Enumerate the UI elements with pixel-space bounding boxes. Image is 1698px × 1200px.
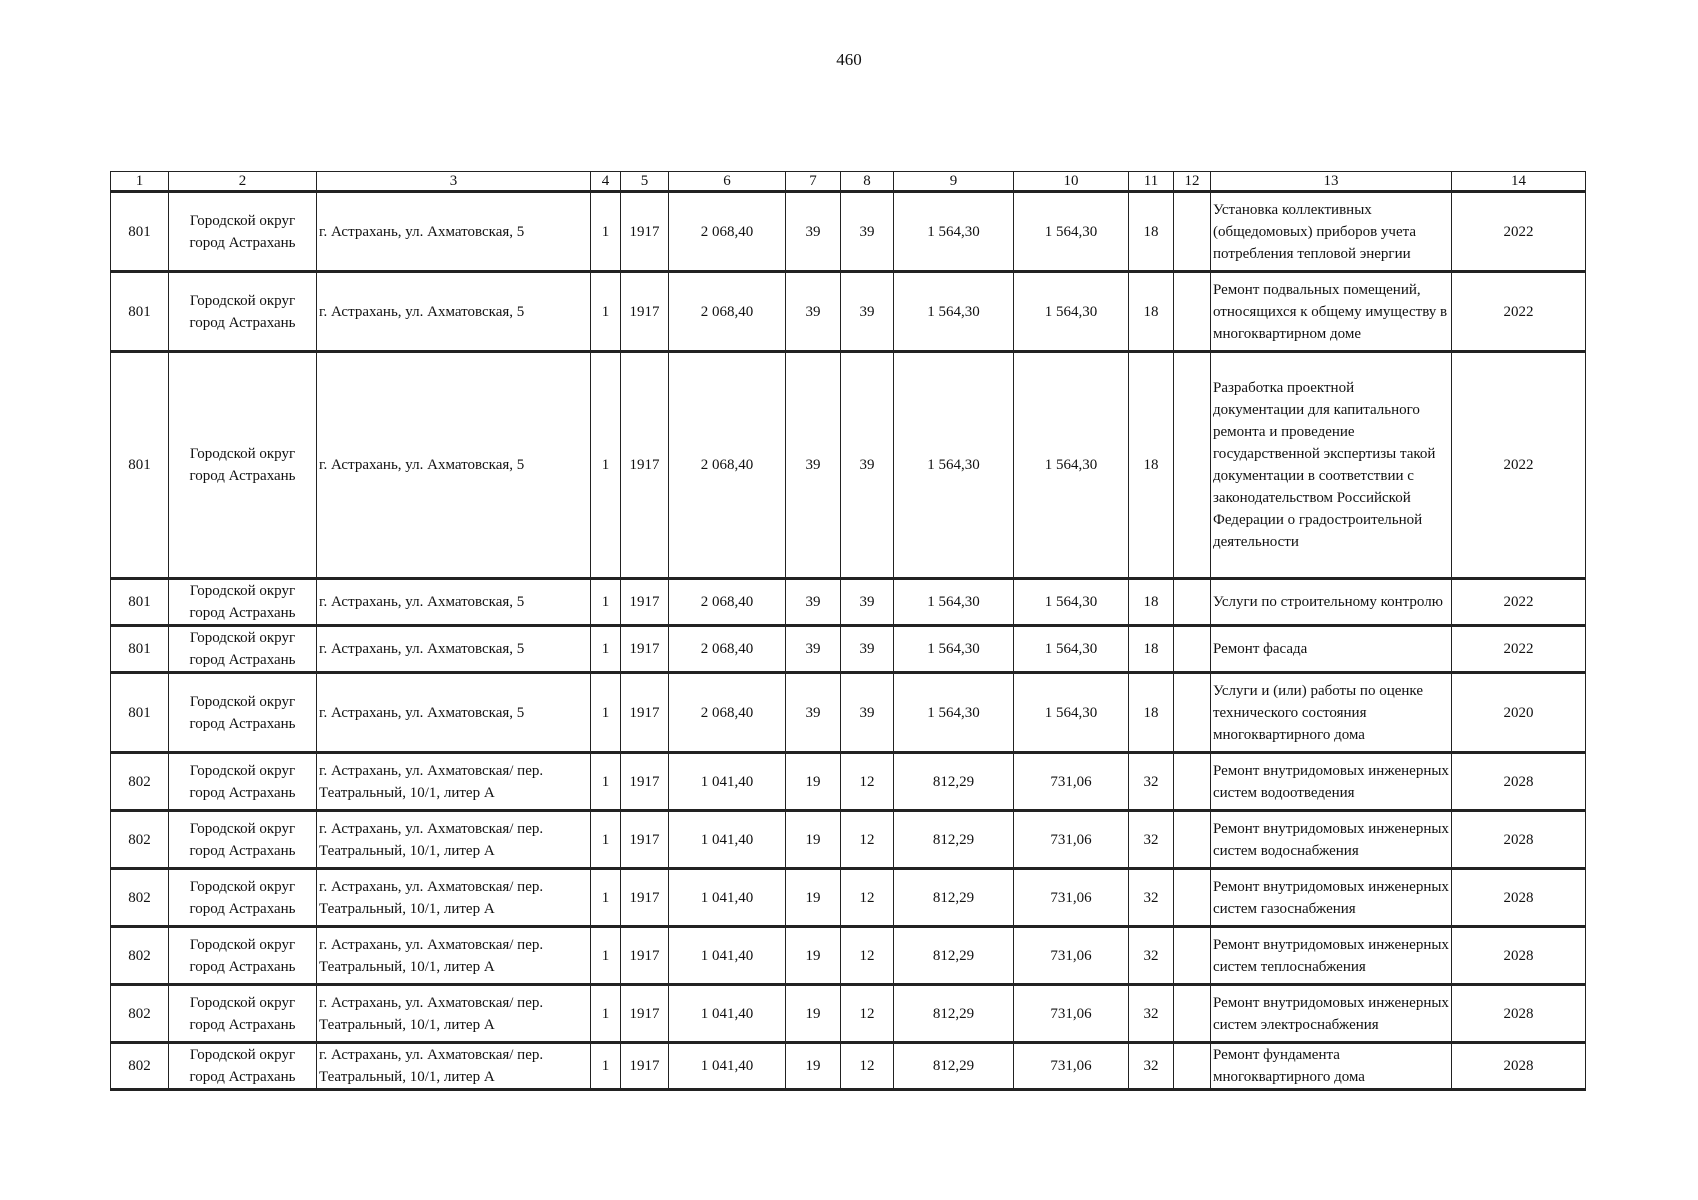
cell-col-8: 39 <box>841 626 894 673</box>
cell-col-7: 39 <box>786 626 841 673</box>
cell-col-12 <box>1174 811 1211 869</box>
cell-work-type: Услуги по строительному контролю <box>1211 579 1452 626</box>
cell-col-7: 19 <box>786 927 841 985</box>
cell-col-9: 812,29 <box>894 985 1014 1043</box>
cell-year: 1917 <box>621 927 669 985</box>
cell-col-10: 731,06 <box>1014 927 1129 985</box>
cell-col-12 <box>1174 192 1211 272</box>
cell-col-7: 19 <box>786 811 841 869</box>
cell-col-12 <box>1174 626 1211 673</box>
cell-address: г. Астрахань, ул. Ахматовская/ пер. Театральный, 10/1, литер А <box>317 753 591 811</box>
cell-plan-year: 2022 <box>1452 579 1586 626</box>
cell-col-10: 731,06 <box>1014 985 1129 1043</box>
cell-year: 1917 <box>621 272 669 352</box>
cell-item-number: 801 <box>111 272 169 352</box>
cell-plan-year: 2028 <box>1452 753 1586 811</box>
col-header-9: 9 <box>894 172 1014 192</box>
cell-col-8: 12 <box>841 869 894 927</box>
cell-total-area: 1 041,40 <box>669 927 786 985</box>
cell-year: 1917 <box>621 985 669 1043</box>
cell-work-type: Ремонт внутридомовых инженерных систем газоснабжения <box>1211 869 1452 927</box>
cell-col-10: 731,06 <box>1014 869 1129 927</box>
cell-plan-year: 2028 <box>1452 927 1586 985</box>
cell-col-9: 812,29 <box>894 869 1014 927</box>
cell-col-9: 812,29 <box>894 1043 1014 1090</box>
cell-col-4: 1 <box>591 272 621 352</box>
col-header-10: 10 <box>1014 172 1129 192</box>
cell-item-number: 802 <box>111 753 169 811</box>
cell-year: 1917 <box>621 673 669 753</box>
col-header-5: 5 <box>621 172 669 192</box>
cell-col-11: 18 <box>1129 272 1174 352</box>
cell-year: 1917 <box>621 869 669 927</box>
cell-address: г. Астрахань, ул. Ахматовская, 5 <box>317 673 591 753</box>
cell-item-number: 801 <box>111 579 169 626</box>
column-number-row <box>111 172 1586 192</box>
cell-municipality: Городской округ город Астрахань <box>169 811 317 869</box>
col-header-3: 3 <box>317 172 591 192</box>
col-header-12: 12 <box>1174 172 1211 192</box>
cell-work-type: Разработка проектной документации для капитального ремонта и проведение государственной экспертизы такой документации в соответствии с законодательством Российской Федерации о градостроительной деятельности <box>1211 352 1452 579</box>
cell-address: г. Астрахань, ул. Ахматовская/ пер. Театральный, 10/1, литер А <box>317 985 591 1043</box>
cell-work-type: Установка коллективных (общедомовых) приборов учета потребления тепловой энергии <box>1211 192 1452 272</box>
cell-address: г. Астрахань, ул. Ахматовская, 5 <box>317 579 591 626</box>
cell-municipality: Городской округ город Астрахань <box>169 869 317 927</box>
cell-col-9: 1 564,30 <box>894 272 1014 352</box>
col-header-11: 11 <box>1129 172 1174 192</box>
cell-plan-year: 2028 <box>1452 1043 1586 1090</box>
cell-col-12 <box>1174 352 1211 579</box>
cell-col-4: 1 <box>591 811 621 869</box>
cell-municipality: Городской округ город Астрахань <box>169 626 317 673</box>
cell-address: г. Астрахань, ул. Ахматовская, 5 <box>317 626 591 673</box>
cell-col-8: 39 <box>841 272 894 352</box>
cell-col-12 <box>1174 1043 1211 1090</box>
cell-col-7: 39 <box>786 673 841 753</box>
cell-municipality: Городской округ город Астрахань <box>169 753 317 811</box>
page-number: 460 <box>836 50 862 69</box>
cell-col-9: 1 564,30 <box>894 626 1014 673</box>
cell-total-area: 1 041,40 <box>669 985 786 1043</box>
cell-col-8: 39 <box>841 192 894 272</box>
cell-col-4: 1 <box>591 927 621 985</box>
cell-plan-year: 2022 <box>1452 272 1586 352</box>
cell-municipality: Городской округ город Астрахань <box>169 579 317 626</box>
table-row <box>111 753 1586 811</box>
cell-item-number: 802 <box>111 985 169 1043</box>
cell-year: 1917 <box>621 192 669 272</box>
cell-col-9: 1 564,30 <box>894 352 1014 579</box>
cell-municipality: Городской округ город Астрахань <box>169 272 317 352</box>
cell-col-12 <box>1174 927 1211 985</box>
cell-work-type: Ремонт внутридомовых инженерных систем водоотведения <box>1211 753 1452 811</box>
cell-col-7: 39 <box>786 352 841 579</box>
cell-col-9: 812,29 <box>894 811 1014 869</box>
cell-plan-year: 2022 <box>1452 192 1586 272</box>
cell-total-area: 1 041,40 <box>669 811 786 869</box>
cell-col-7: 39 <box>786 272 841 352</box>
cell-total-area: 2 068,40 <box>669 272 786 352</box>
cell-col-11: 32 <box>1129 1043 1174 1090</box>
cell-total-area: 1 041,40 <box>669 869 786 927</box>
cell-col-9: 812,29 <box>894 927 1014 985</box>
cell-plan-year: 2022 <box>1452 626 1586 673</box>
cell-total-area: 2 068,40 <box>669 579 786 626</box>
cell-col-4: 1 <box>591 192 621 272</box>
col-header-1: 1 <box>111 172 169 192</box>
cell-item-number: 802 <box>111 869 169 927</box>
cell-municipality: Городской округ город Астрахань <box>169 673 317 753</box>
cell-plan-year: 2022 <box>1452 352 1586 579</box>
table-row <box>111 1043 1586 1090</box>
cell-col-8: 39 <box>841 352 894 579</box>
cell-address: г. Астрахань, ул. Ахматовская/ пер. Театральный, 10/1, литер А <box>317 811 591 869</box>
cell-col-12 <box>1174 869 1211 927</box>
cell-total-area: 2 068,40 <box>669 192 786 272</box>
cell-col-11: 18 <box>1129 352 1174 579</box>
cell-total-area: 1 041,40 <box>669 1043 786 1090</box>
cell-item-number: 801 <box>111 192 169 272</box>
cell-col-11: 32 <box>1129 869 1174 927</box>
table-row <box>111 352 1586 579</box>
cell-col-8: 39 <box>841 673 894 753</box>
cell-col-10: 1 564,30 <box>1014 352 1129 579</box>
col-header-7: 7 <box>786 172 841 192</box>
cell-work-type: Услуги и (или) работы по оценке технического состояния многоквартирного дома <box>1211 673 1452 753</box>
col-header-8: 8 <box>841 172 894 192</box>
cell-col-12 <box>1174 673 1211 753</box>
cell-work-type: Ремонт внутридомовых инженерных систем теплоснабжения <box>1211 927 1452 985</box>
col-header-14: 14 <box>1452 172 1586 192</box>
table-row <box>111 927 1586 985</box>
cell-col-10: 1 564,30 <box>1014 673 1129 753</box>
col-header-13: 13 <box>1211 172 1452 192</box>
cell-col-4: 1 <box>591 673 621 753</box>
table-row <box>111 673 1586 753</box>
cell-col-10: 1 564,30 <box>1014 192 1129 272</box>
cell-work-type: Ремонт фундамента многоквартирного дома <box>1211 1043 1452 1090</box>
table-row <box>111 985 1586 1043</box>
cell-col-12 <box>1174 579 1211 626</box>
cell-col-8: 12 <box>841 927 894 985</box>
cell-col-8: 12 <box>841 753 894 811</box>
cell-year: 1917 <box>621 352 669 579</box>
cell-col-11: 32 <box>1129 811 1174 869</box>
cell-municipality: Городской округ город Астрахань <box>169 927 317 985</box>
cell-address: г. Астрахань, ул. Ахматовская/ пер. Театральный, 10/1, литер А <box>317 927 591 985</box>
cell-year: 1917 <box>621 579 669 626</box>
table-row <box>111 192 1586 272</box>
cell-col-4: 1 <box>591 626 621 673</box>
cell-municipality: Городской округ город Астрахань <box>169 985 317 1043</box>
cell-col-7: 39 <box>786 579 841 626</box>
cell-col-10: 1 564,30 <box>1014 579 1129 626</box>
cell-year: 1917 <box>621 1043 669 1090</box>
cell-address: г. Астрахань, ул. Ахматовская/ пер. Театральный, 10/1, литер А <box>317 869 591 927</box>
cell-item-number: 801 <box>111 352 169 579</box>
cell-address: г. Астрахань, ул. Ахматовская, 5 <box>317 352 591 579</box>
cell-col-11: 32 <box>1129 927 1174 985</box>
table-row <box>111 272 1586 352</box>
cell-total-area: 2 068,40 <box>669 673 786 753</box>
cell-work-type: Ремонт внутридомовых инженерных систем водоснабжения <box>1211 811 1452 869</box>
cell-col-12 <box>1174 985 1211 1043</box>
cell-address: г. Астрахань, ул. Ахматовская, 5 <box>317 192 591 272</box>
table-body <box>111 192 1586 1090</box>
cell-col-10: 1 564,30 <box>1014 272 1129 352</box>
cell-col-8: 12 <box>841 985 894 1043</box>
cell-col-8: 12 <box>841 1043 894 1090</box>
cell-col-9: 812,29 <box>894 753 1014 811</box>
cell-total-area: 1 041,40 <box>669 753 786 811</box>
cell-total-area: 2 068,40 <box>669 352 786 579</box>
cell-col-7: 39 <box>786 192 841 272</box>
cell-col-7: 19 <box>786 985 841 1043</box>
cell-plan-year: 2028 <box>1452 985 1586 1043</box>
cell-col-11: 32 <box>1129 753 1174 811</box>
cell-address: г. Астрахань, ул. Ахматовская/ пер. Театральный, 10/1, литер А <box>317 1043 591 1090</box>
cell-year: 1917 <box>621 753 669 811</box>
cell-col-4: 1 <box>591 753 621 811</box>
cell-col-12 <box>1174 753 1211 811</box>
cell-address: г. Астрахань, ул. Ахматовская, 5 <box>317 272 591 352</box>
cell-col-10: 1 564,30 <box>1014 626 1129 673</box>
cell-col-11: 18 <box>1129 626 1174 673</box>
col-header-6: 6 <box>669 172 786 192</box>
table-row <box>111 626 1586 673</box>
cell-col-9: 1 564,30 <box>894 673 1014 753</box>
cell-col-9: 1 564,30 <box>894 579 1014 626</box>
cell-col-8: 12 <box>841 811 894 869</box>
cell-col-4: 1 <box>591 985 621 1043</box>
table-row <box>111 811 1586 869</box>
capital-repair-table <box>110 171 1586 1091</box>
cell-col-10: 731,06 <box>1014 1043 1129 1090</box>
cell-col-7: 19 <box>786 869 841 927</box>
cell-item-number: 801 <box>111 626 169 673</box>
cell-work-type: Ремонт внутридомовых инженерных систем электроснабжения <box>1211 985 1452 1043</box>
cell-plan-year: 2020 <box>1452 673 1586 753</box>
cell-municipality: Городской округ город Астрахань <box>169 192 317 272</box>
cell-col-11: 32 <box>1129 985 1174 1043</box>
table-row <box>111 869 1586 927</box>
cell-municipality: Городской округ город Астрахань <box>169 1043 317 1090</box>
cell-item-number: 802 <box>111 811 169 869</box>
col-header-4: 4 <box>591 172 621 192</box>
cell-col-7: 19 <box>786 753 841 811</box>
cell-col-10: 731,06 <box>1014 753 1129 811</box>
cell-plan-year: 2028 <box>1452 811 1586 869</box>
cell-year: 1917 <box>621 811 669 869</box>
cell-col-4: 1 <box>591 579 621 626</box>
cell-year: 1917 <box>621 626 669 673</box>
col-header-2: 2 <box>169 172 317 192</box>
cell-col-4: 1 <box>591 352 621 579</box>
cell-work-type: Ремонт подвальных помещений, относящихся к общему имуществу в многоквартирном доме <box>1211 272 1452 352</box>
cell-col-7: 19 <box>786 1043 841 1090</box>
cell-col-8: 39 <box>841 579 894 626</box>
cell-col-9: 1 564,30 <box>894 192 1014 272</box>
cell-work-type: Ремонт фасада <box>1211 626 1452 673</box>
cell-col-10: 731,06 <box>1014 811 1129 869</box>
cell-col-12 <box>1174 272 1211 352</box>
cell-col-11: 18 <box>1129 192 1174 272</box>
cell-item-number: 802 <box>111 1043 169 1090</box>
cell-col-11: 18 <box>1129 673 1174 753</box>
cell-col-11: 18 <box>1129 579 1174 626</box>
cell-col-4: 1 <box>591 1043 621 1090</box>
cell-item-number: 801 <box>111 673 169 753</box>
cell-plan-year: 2028 <box>1452 869 1586 927</box>
cell-col-4: 1 <box>591 869 621 927</box>
cell-item-number: 802 <box>111 927 169 985</box>
cell-municipality: Городской округ город Астрахань <box>169 352 317 579</box>
table-row <box>111 579 1586 626</box>
cell-total-area: 2 068,40 <box>669 626 786 673</box>
